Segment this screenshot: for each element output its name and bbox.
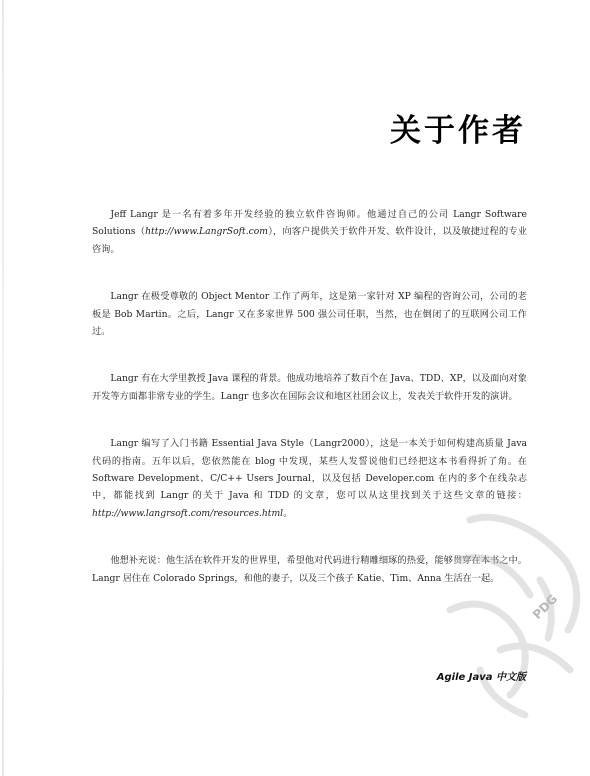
paragraph-2: Langr 在极受尊敬的 Object Mentor 工作了两年，这是第一家针对 XP 编程的咨询公司，公司的老板是 Bob Martin。之后，Langr 又在多家世界 500 强公司任职，当然，也在倒闭了的互联网公司工作过。 [92, 291, 527, 338]
book-title-footer: Agile Java 中文版 [436, 672, 526, 683]
paragraph-1-text-a: Jeff Langr 是一名有着多年开发经验的独立软件咨询师。他通过自己的公司 Langr Software Solutions（ [92, 209, 527, 238]
resources-link-text: http://www.langrsoft.com/resources.html [92, 507, 284, 519]
paragraph-1-text-b: ），向客户提供关于软件开发、软件设计，以及敏捷过程的专业咨询。 [92, 226, 527, 255]
paragraph-3: Langr 有在大学里教授 Java 课程的背景。他成功地培养了数百个在 Java、TDD、XP，以及面向对象开发等方面都非常专业的学生。Langr 也多次在国际会议和地区社团会议上，发表关于软件开发的演讲。 [92, 373, 527, 402]
watermark-label: PDG [530, 591, 561, 622]
paragraph-4-text-a: Langr 编写了入门书籍 Essential Java Style（Langr2000），这是一本关于如何构建高质量 Java 代码的指南。五年以后，您依然能在 blog 中发现，某些人发誓说他们已经把这本书看得折了角。在 Software Development、C/C++ Users Journal，以及包括 Developer.com 在内的多个在线杂志中，都能找到 Langr 的关于 Java 和 TDD 的文章，您可以从这里找到关于这些文章的链接： [92, 438, 527, 502]
paragraph-4-text-b: 。 [283, 507, 293, 519]
watermark-seal [430, 500, 590, 740]
langrsoft-link-text: http://www.LangrSoft.com [145, 226, 269, 238]
page-edge [2, 0, 4, 776]
paragraph-5: 他想补充说：他生活在软件开发的世界里，希望他对代码进行精雕细琢的热爱，能够贯穿在本书之中。Langr 居住在 Colorado Springs，和他的妻子，以及三个孩子 Katie、Tim、Anna 生活在一起。 [92, 555, 527, 584]
paragraph-1 [92, 206, 527, 258]
page-title: 关于作者 [390, 113, 526, 149]
